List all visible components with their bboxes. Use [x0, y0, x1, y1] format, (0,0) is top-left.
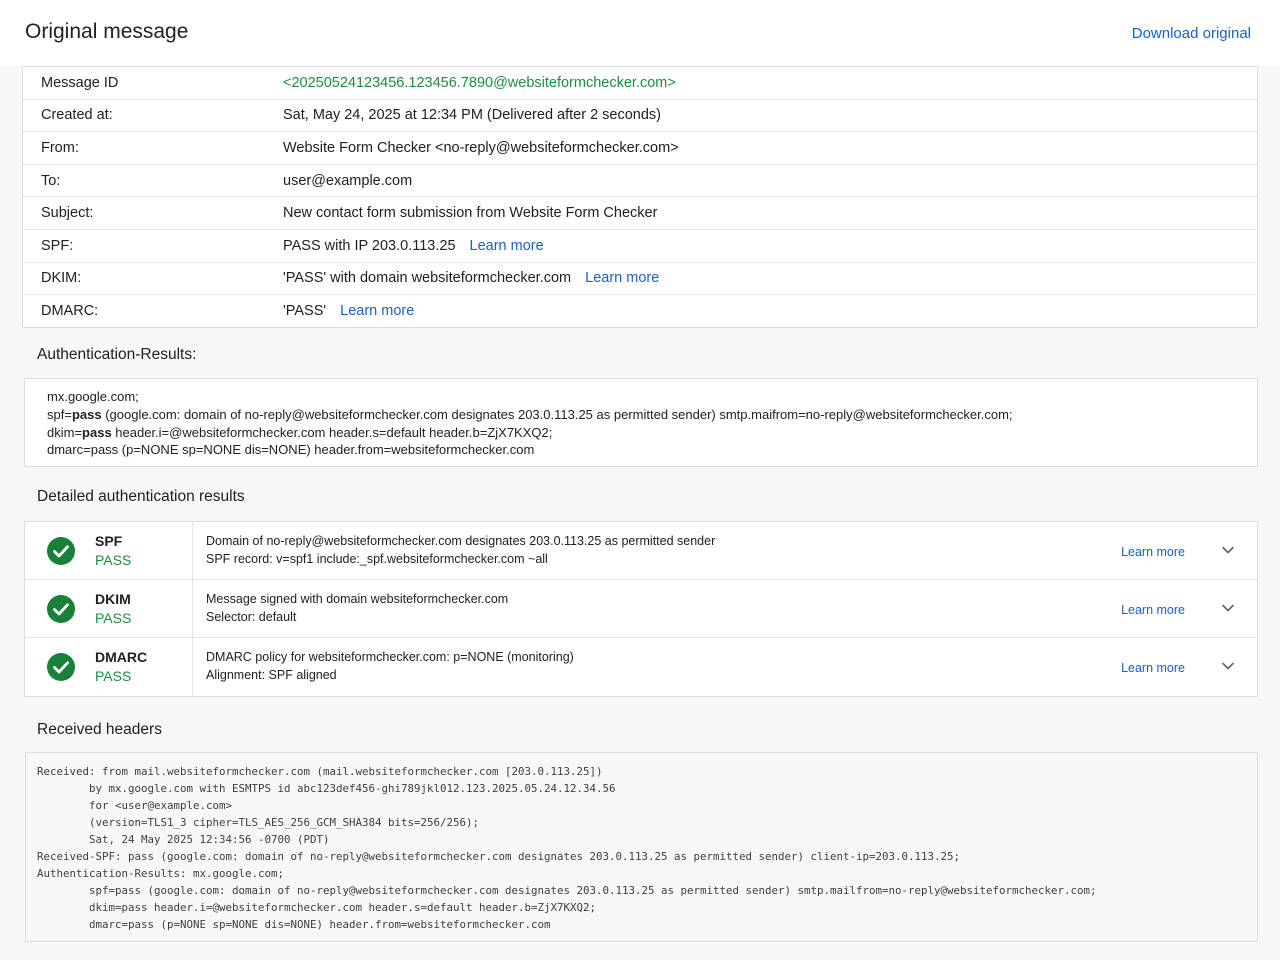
header-bar [0, 0, 1280, 66]
header-line: by mx.google.com with ESMTPS id abc123def456-ghi789jkl012.123.2025.05.24.12.34.56 [37, 782, 616, 795]
summary-row-to [23, 165, 1257, 198]
spf-summary-value [283, 238, 1257, 254]
header-line: spf=pass (google.com: domain of no-reply@websiteformchecker.com designates 203.0.113.25 as permitted sender) smtp.mailfrom=no-reply@websiteformchecker.com; [37, 884, 1097, 897]
header-line: Sat, 24 May 2025 12:34:56 -0700 (PDT) [37, 833, 330, 846]
detail-line: Selector: default [206, 609, 297, 624]
detail-line: Domain of no-reply@websiteformchecker.com designates 203.0.113.25 as permitted sender [206, 534, 716, 548]
chevron-down-icon[interactable] [1221, 543, 1235, 557]
detail-mechanism [25, 522, 193, 579]
auth-line-dkim [47, 424, 1235, 442]
mechanism-status: PASS [95, 552, 132, 568]
summary-row-message-id [23, 67, 1257, 100]
spf-key: spf= [47, 406, 72, 422]
detail-mechanism [25, 580, 193, 637]
to-value: user@example.com [283, 172, 413, 189]
check-circle-icon [47, 595, 75, 623]
dmarc-value-text: 'PASS' [283, 302, 327, 319]
detail-line: Message signed with domain websiteformchecker.com [206, 592, 509, 606]
dmarc-learn-more-link[interactable]: Learn more [340, 302, 415, 319]
auth-line-dmarc: dmarc=pass (p=NONE sp=NONE dis=NONE) header.from=websiteformchecker.com [47, 442, 535, 458]
dkim-key: dkim= [47, 424, 83, 440]
spf-learn-more-link[interactable]: Learn more [469, 237, 544, 254]
mechanism-name: SPF [95, 533, 123, 549]
header-line: for <user@example.com> [37, 799, 233, 812]
summary-row-spf [23, 230, 1257, 263]
header-line: dmarc=pass (p=NONE sp=NONE dis=NONE) header.from=websiteformchecker.com [37, 918, 551, 931]
summary-row-dmarc [23, 295, 1257, 327]
dkim-rest: header.i=@websiteformchecker.com header.s=default header.b=ZjX7KXQ2; [111, 424, 553, 440]
message-id-value: <20250524123456.123456.7890@websiteformchecker.com> [283, 74, 676, 91]
summary-row-from [23, 132, 1257, 165]
detailed-results-box [24, 521, 1258, 697]
dmarc-detail-learn-more-link[interactable]: Learn more [1121, 661, 1185, 675]
summary-label: From: [41, 139, 79, 156]
spf-rest: (google.com: domain of no-reply@websiteformchecker.com designates 203.0.113.25 as permitted sender) smtp.maifrom=no-reply@websiteformchecker.com; [101, 406, 1013, 422]
summary-table [22, 66, 1258, 328]
summary-label: To: [41, 172, 61, 189]
header-line: (version=TLS1_3 cipher=TLS_AES_256_GCM_SHA384 bits=256/256); [37, 816, 480, 829]
received-headers-box [25, 752, 1258, 942]
summary-row-dkim [23, 263, 1257, 296]
auth-results-title: Authentication-Results: [37, 346, 197, 363]
chevron-down-icon[interactable] [1221, 601, 1235, 615]
detail-line: SPF record: v=spf1 include:_spf.websiteformchecker.com ~all [206, 551, 548, 566]
header-line: Received: from mail.websiteformchecker.com (mail.websiteformchecker.com [203.0.113.25]) [37, 765, 603, 778]
detail-mechanism [25, 638, 193, 696]
summary-label: DKIM: [41, 270, 82, 287]
summary-row-created [23, 100, 1257, 133]
header-line: Authentication-Results: mx.google.com; [37, 867, 285, 880]
mechanism-status: PASS [95, 668, 132, 684]
created-value: Sat, May 24, 2025 at 12:34 PM (Delivered after 2 seconds) [283, 107, 662, 124]
subject-value: New contact form submission from Website Form Checker [283, 205, 658, 222]
auth-line: mx.google.com; [47, 389, 139, 404]
dkim-detail-learn-more-link[interactable]: Learn more [1121, 603, 1185, 617]
mechanism-status: PASS [95, 610, 132, 626]
dkim-summary-value [283, 270, 1257, 286]
received-headers-title: Received headers [37, 721, 162, 738]
header-line: Received-SPF: pass (google.com: domain of no-reply@websiteformchecker.com designates 203.0.113.25 as permitted sender) client-ip=203.0.113.25; [37, 850, 961, 863]
detail-description [193, 638, 1257, 696]
check-circle-icon [47, 653, 75, 681]
dmarc-summary-value [283, 303, 1257, 319]
detail-line: DMARC policy for websiteformchecker.com: p=NONE (monitoring) [206, 650, 574, 664]
page-title: Original message [25, 20, 189, 43]
check-circle-icon [47, 537, 75, 565]
summary-row-subject [23, 197, 1257, 230]
mechanism-name: DKIM [95, 591, 131, 607]
dkim-learn-more-link[interactable]: Learn more [585, 270, 660, 287]
download-original-link[interactable]: Download original [1131, 25, 1251, 42]
detail-description [193, 522, 1257, 579]
detail-row-dkim[interactable] [25, 580, 1257, 638]
summary-label: Subject: [41, 205, 94, 222]
detailed-results-title: Detailed authentication results [37, 488, 245, 505]
chevron-down-icon[interactable] [1221, 659, 1235, 673]
summary-label: Created at: [41, 107, 113, 124]
dkim-result: pass [82, 424, 112, 440]
auth-results-box [24, 378, 1258, 467]
auth-line-spf [47, 406, 1235, 424]
spf-value-text: PASS with IP 203.0.113.25 [283, 237, 456, 254]
dkim-value-text: 'PASS' with domain websiteformchecker.com [283, 270, 572, 287]
summary-label: SPF: [41, 237, 74, 254]
mechanism-name: DMARC [95, 649, 148, 665]
from-value: Website Form Checker <no-reply@websiteformchecker.com> [283, 139, 679, 156]
header-line: dkim=pass header.i=@websiteformchecker.com header.s=default header.b=ZjX7KXQ2; [37, 901, 597, 914]
detail-description [193, 580, 1257, 637]
detail-row-dmarc[interactable] [25, 638, 1257, 696]
summary-label: DMARC: [41, 302, 99, 319]
spf-result: pass [71, 406, 102, 422]
spf-detail-learn-more-link[interactable]: Learn more [1121, 545, 1185, 559]
summary-label: Message ID [41, 74, 119, 91]
detail-line: Alignment: SPF aligned [206, 667, 337, 682]
detail-row-spf[interactable] [25, 522, 1257, 580]
